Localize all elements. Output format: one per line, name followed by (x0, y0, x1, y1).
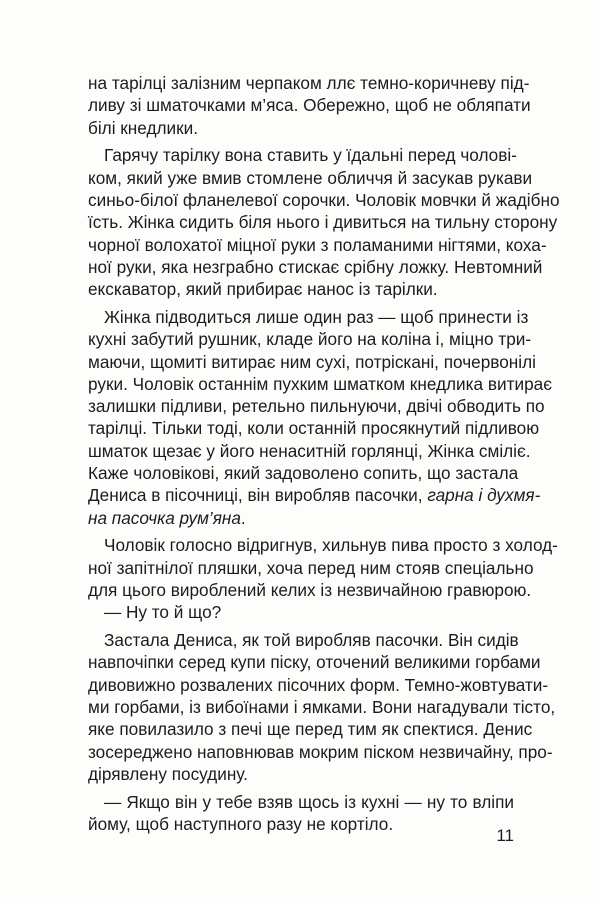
italic-text: на пасочка рум’яна (88, 507, 241, 528)
text-line: залишки підливи, ретельно пильнуючи, двічі обводить по (88, 396, 545, 417)
text-line (88, 507, 514, 529)
text-line: шматок щезає у його ненаситній горлянці, Жінка сміліє. (88, 440, 531, 461)
text-line: ми горбами, із вибоїнами і ямками. Вони нагадували тісто, (88, 697, 556, 718)
text-line: Жінка підводиться лише один раз — щоб принести із (104, 306, 529, 327)
text-line: їсть. Жінка сидить біля нього і дивиться на тильну сторону (88, 212, 558, 233)
text-line: Чоловік голосно відригнув, хильнув пива просто з холод- (104, 535, 558, 556)
text-line: Каже чоловікові, який задоволено сопить, що застала (88, 463, 519, 484)
text-line: ком, який уже вмив стомлене обличчя й засукав рукави (88, 167, 533, 188)
text-line: навпочіпки серед купи піску, оточений великими горбами (88, 652, 541, 673)
italic-text: гарна і духмя- (427, 485, 541, 506)
text-line: маючи, щомиті витирає ним сухі, потріскані, почервонілі (88, 351, 536, 372)
text-line: на тарілці залізним черпаком ллє темно-коричневу під- (88, 73, 530, 93)
text-segment: Дениса в пісочниці, він виробляв пасочки, (88, 485, 428, 506)
text-line: ної запітнілої пляшки, хоча перед ним стояв спеціально (88, 557, 534, 578)
text-line: дірявлену посудину. (88, 763, 248, 784)
text-line (88, 484, 541, 506)
text-line: дивовижно розвалених пісочних форм. Темно-жовтувати- (88, 674, 549, 695)
text-line: — Ну то й що? (104, 602, 222, 623)
text-line: йому, щоб наступного разу не кортіло. (88, 814, 394, 834)
page-body-text (88, 72, 560, 835)
text-line: зосереджено наповнював мокрим піском незвичайну, про- (88, 741, 553, 762)
text-line: синьо-білої фланелевої сорочки. Чоловік мовчки й жадібно (88, 189, 560, 210)
text-line: Гарячу тарілку вона ставить у їдальні перед чолові- (104, 145, 517, 166)
text-line: кухні забутий рушник, кладе його на коліна і, міцно три- (88, 329, 532, 350)
text-line: ливу зі шматочками м’яса. Обережно, щоб не обляпати (88, 95, 531, 116)
text-line: чорної волохатої міцної руки з поламаними нігтями, коха- (88, 234, 547, 255)
text-line: білі кнедлики. (88, 117, 199, 138)
text-line: Застала Дениса, як той виробляв пасочки. Він сидів (104, 630, 519, 651)
text-line: для цього вироблений келих із незвичайною гравюрою. (88, 580, 532, 601)
page-number: 11 (496, 826, 514, 845)
text-line: руки. Чоловік останнім пухким шматком кнедлика витирає (88, 373, 552, 394)
text-line: — Якщо він у тебе взяв щось із кухні — ну то вліпи (104, 791, 514, 812)
text-line: тарілці. Тільки тоді, коли останній просякнутий підливою (88, 418, 540, 439)
text-line: екскаватор, який прибирає нанос із тарілки. (88, 279, 438, 300)
text-line: ної руки, яка незграбно стискає срібну ложку. Невтомний (88, 256, 543, 277)
text-line: яке повилазило з печі ще перед тим як спектися. Денис (88, 719, 533, 740)
text-segment: . (240, 507, 246, 528)
